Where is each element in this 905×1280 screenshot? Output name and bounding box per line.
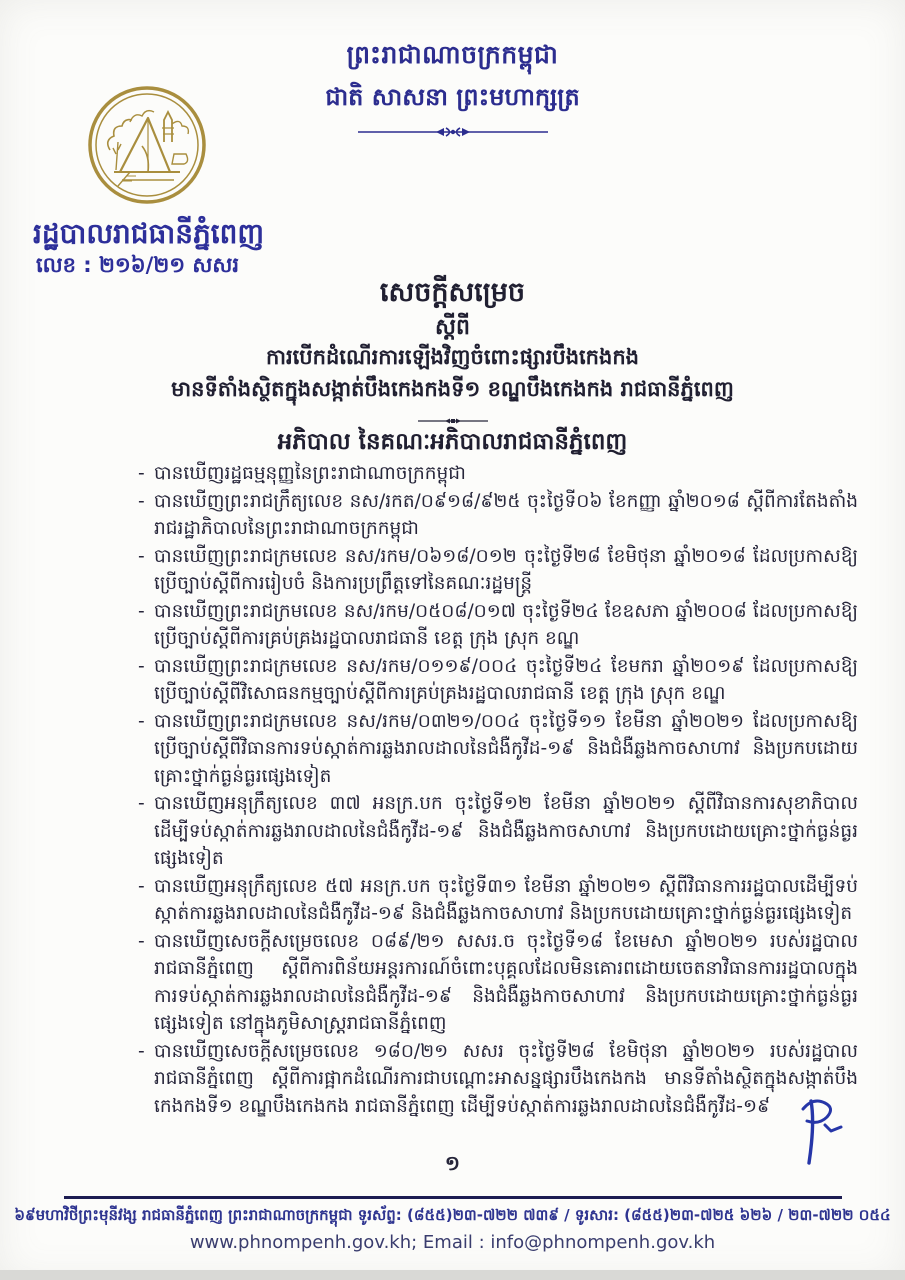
clause-dash: -: [138, 710, 145, 732]
clause-text: បានឃើញព្រះរាជក្រមលេខ នស/រកម/០៥០៨/០១៧ ចុះថ្ងៃទី២៤ ខែឧសភា ឆ្នាំ២០០៨ ដែលប្រកាសឱ្យប្រើច្បាប់ស្តីពីការគ្រប់គ្រងរដ្ឋបាលរាជធានី ខេត្ត ក្រុង ស្រុក ខណ្ឌ: [154, 600, 858, 649]
clause-item: [138, 653, 858, 708]
clause-dash: -: [138, 1040, 145, 1062]
document-title: សេចក្តីសម្រេច: [379, 277, 526, 308]
footer-website-email: www.phnompenh.gov.kh; Email : info@phnompenh.gov.kh: [189, 1232, 716, 1253]
small-ornamental-rule-icon: [418, 410, 488, 429]
footer-address-phone: ៦៩មហាវិថីព្រះមុនីវង្ស រាជធានីភ្នំពេញ ព្រះរាជាណាចក្រកម្ពុជា ទូរស័ព្ទ: (៨៥៥)២៣-៧២២ ៧៣៩ / ទូរសារ: (៨៥៥)២៣-៧២៥ ៦២៦ / ២៣-៧២២ ០៥៤: [14, 1206, 891, 1224]
clause-item: [138, 543, 858, 598]
clause-item: [138, 708, 858, 791]
clause-item: [138, 873, 858, 928]
clause-item: [138, 598, 858, 653]
authority-heading: អភិបាល នៃគណៈអភិបាលរាជធានីភ្នំពេញ: [277, 429, 628, 455]
wat-phnom-seal-icon: [86, 84, 208, 206]
subject-line-2: មានទីតាំងស្ថិតក្នុងសង្កាត់បឹងកេងកងទី១ ខណ្ឌបឹងកេងកង រាជធានីភ្នំពេញ: [171, 377, 734, 401]
clause-dash: -: [138, 655, 145, 677]
clause-dash: -: [138, 600, 145, 622]
issuer-name: រដ្ឋបាលរាជធានីភ្នំពេញ: [33, 217, 265, 250]
kingdom-name: ព្រះរាជាណាចក្រកម្ពុជា: [346, 40, 559, 69]
clause-item: [138, 1038, 858, 1121]
clause-item: [138, 488, 858, 543]
clause-text: បានឃើញព្រះរាជក្រមលេខ នស/រកម/០៣២១/០០៤ ចុះថ្ងៃទី១១ ខែមីនា ឆ្នាំ២០២១ ដែលប្រកាសឱ្យប្រើច្បាប់ស្តីពីវិធានការទប់ស្កាត់ការឆ្លងរាលដាលនៃជំងឺកូវីដ-១៩ និងជំងឺឆ្លងកាចសាហាវ និងប្រកបដោយគ្រោះថ្នាក់ធ្ងន់ធ្ងរផ្សេងទៀត: [154, 710, 858, 787]
clause-text: បានឃើញព្រះរាជក្រមលេខ នស/រកម/០៦១៨/០១២ ចុះថ្ងៃទី២៨ ខែមិថុនា ឆ្នាំ២០១៨ ដែលប្រកាសឱ្យប្រើច្បាប់ស្តីពីការរៀបចំ និងការប្រព្រឹត្តទៅនៃគណៈរដ្ឋមន្ត្រី: [154, 545, 858, 594]
clause-text: បានឃើញសេចក្តីសម្រេចលេខ ១៨០/២១ សសរ ចុះថ្ងៃទី២៨ ខែមិថុនា ឆ្នាំ២០២១ របស់រដ្ឋបាលរាជធានីភ្នំពេញ ស្តីពីការផ្អាកដំណើរការជាបណ្តោះអាសន្នផ្សារបឹងកេងកង មានទីតាំងស្ថិតក្នុងសង្កាត់បឹងកេងកងទី១ ខណ្ឌបឹងកេងកង រាជធានីភ្នំពេញ ដើម្បីទប់ស្កាត់ការឆ្លងរាលដាលនៃជំងឺកូវីដ-១៩: [154, 1040, 858, 1117]
clause-item: [138, 790, 858, 873]
clause-dash: -: [138, 463, 145, 484]
clause-text: បានឃើញព្រះរាជក្រឹត្យលេខ នស/រកត/០៩១៨/៩២៥ ចុះថ្ងៃទី០៦ ខែកញ្ញា ឆ្នាំ២០១៨ ស្តីពីការតែងតាំងរាជរដ្ឋាភិបាលនៃព្រះរាជាណាចក្រកម្ពុជា: [154, 490, 858, 539]
reference-number: លេខ : ២១៦/២១ សសរ: [36, 253, 240, 277]
clause-text: បានឃើញព្រះរាជក្រមលេខ នស/រកម/០១១៩/០០៤ ចុះថ្ងៃទី២៤ ខែមករា ឆ្នាំ២០១៩ ដែលប្រកាសឱ្យប្រើច្បាប់ស្តីពីវិសោធនកម្មច្បាប់ស្តីពីការគ្រប់គ្រងរដ្ឋបាលរាជធានី ខេត្ត ក្រុង ស្រុក ខណ្ឌ: [154, 655, 858, 704]
footer-divider: [64, 1196, 842, 1199]
clause-dash: -: [138, 875, 145, 897]
clause-dash: -: [138, 545, 145, 567]
clause-text: បានឃើញសេចក្តីសម្រេចលេខ ០៨៩/២១ សសរ.ច ចុះថ្ងៃទី១៨ ខែមេសា ឆ្នាំ២០២១ របស់រដ្ឋបាលរាជធានីភ្នំពេញ ស្តីពីការពិន័យអន្តរការណ៍ចំពោះបុគ្គលដែលមិនគោរពដោយចេតនាវិធានការរដ្ឋបាលក្នុងការទប់ស្កាត់ការឆ្លងរាលដាលនៃជំងឺកូវីដ-១៩ និងជំងឺឆ្លងកាចសាហាវ និងប្រកបដោយគ្រោះថ្នាក់ធ្ងន់ធ្ងរផ្សេងទៀត នៅក្នុងភូមិសាស្ត្ររាជធានីភ្នំពេញ: [154, 930, 858, 1034]
clause-item: [138, 928, 858, 1038]
clause-list: [138, 460, 858, 1120]
clause-item: [138, 460, 858, 488]
clause-dash: -: [138, 793, 145, 814]
national-motto: ជាតិ សាសនា ព្រះមហាក្សត្រ: [325, 83, 580, 111]
page-number: ១: [444, 1151, 461, 1175]
clause-dash: -: [138, 930, 145, 952]
scan-edge: [0, 1270, 905, 1280]
clause-text: បានឃើញរដ្ឋធម្មនុញ្ញនៃព្រះរាជាណាចក្រកម្ពុជា: [154, 463, 466, 484]
clause-text: បានឃើញអនុក្រឹត្យលេខ ៣៧ អនក្រ.បក ចុះថ្ងៃទី១២ ខែមីនា ឆ្នាំ២០២១ ស្តីពីវិធានការសុខាភិបាលដើម្បីទប់ស្កាត់ការឆ្លងរាលដាលនៃជំងឺកូវីដ-១៩ និងជំងឺឆ្លងកាចសាហាវ និងប្រកបដោយគ្រោះថ្នាក់ធ្ងន់ធ្ងរផ្សេងទៀត: [154, 793, 858, 869]
document-subtitle: ស្តីពី: [435, 315, 470, 340]
clause-text: បានឃើញអនុក្រឹត្យលេខ ៥៧ អនក្រ.បក ចុះថ្ងៃទី៣១ ខែមីនា ឆ្នាំ២០២១ ស្តីពីវិធានការរដ្ឋបាលដើម្បីទប់ស្កាត់ការឆ្លងរាលដាលនៃជំងឺកូវីដ-១៩ និងជំងឺឆ្លងកាចសាហាវ និងប្រកបដោយគ្រោះថ្នាក់ធ្ងន់ធ្ងរផ្សេងទៀត: [154, 875, 858, 924]
clause-dash: -: [138, 490, 145, 512]
subject-line-1: ការបើកដំណើរការឡើងវិញចំពោះផ្សារបឹងកេងកង: [265, 345, 640, 369]
ornamental-rule-icon: [358, 124, 548, 143]
